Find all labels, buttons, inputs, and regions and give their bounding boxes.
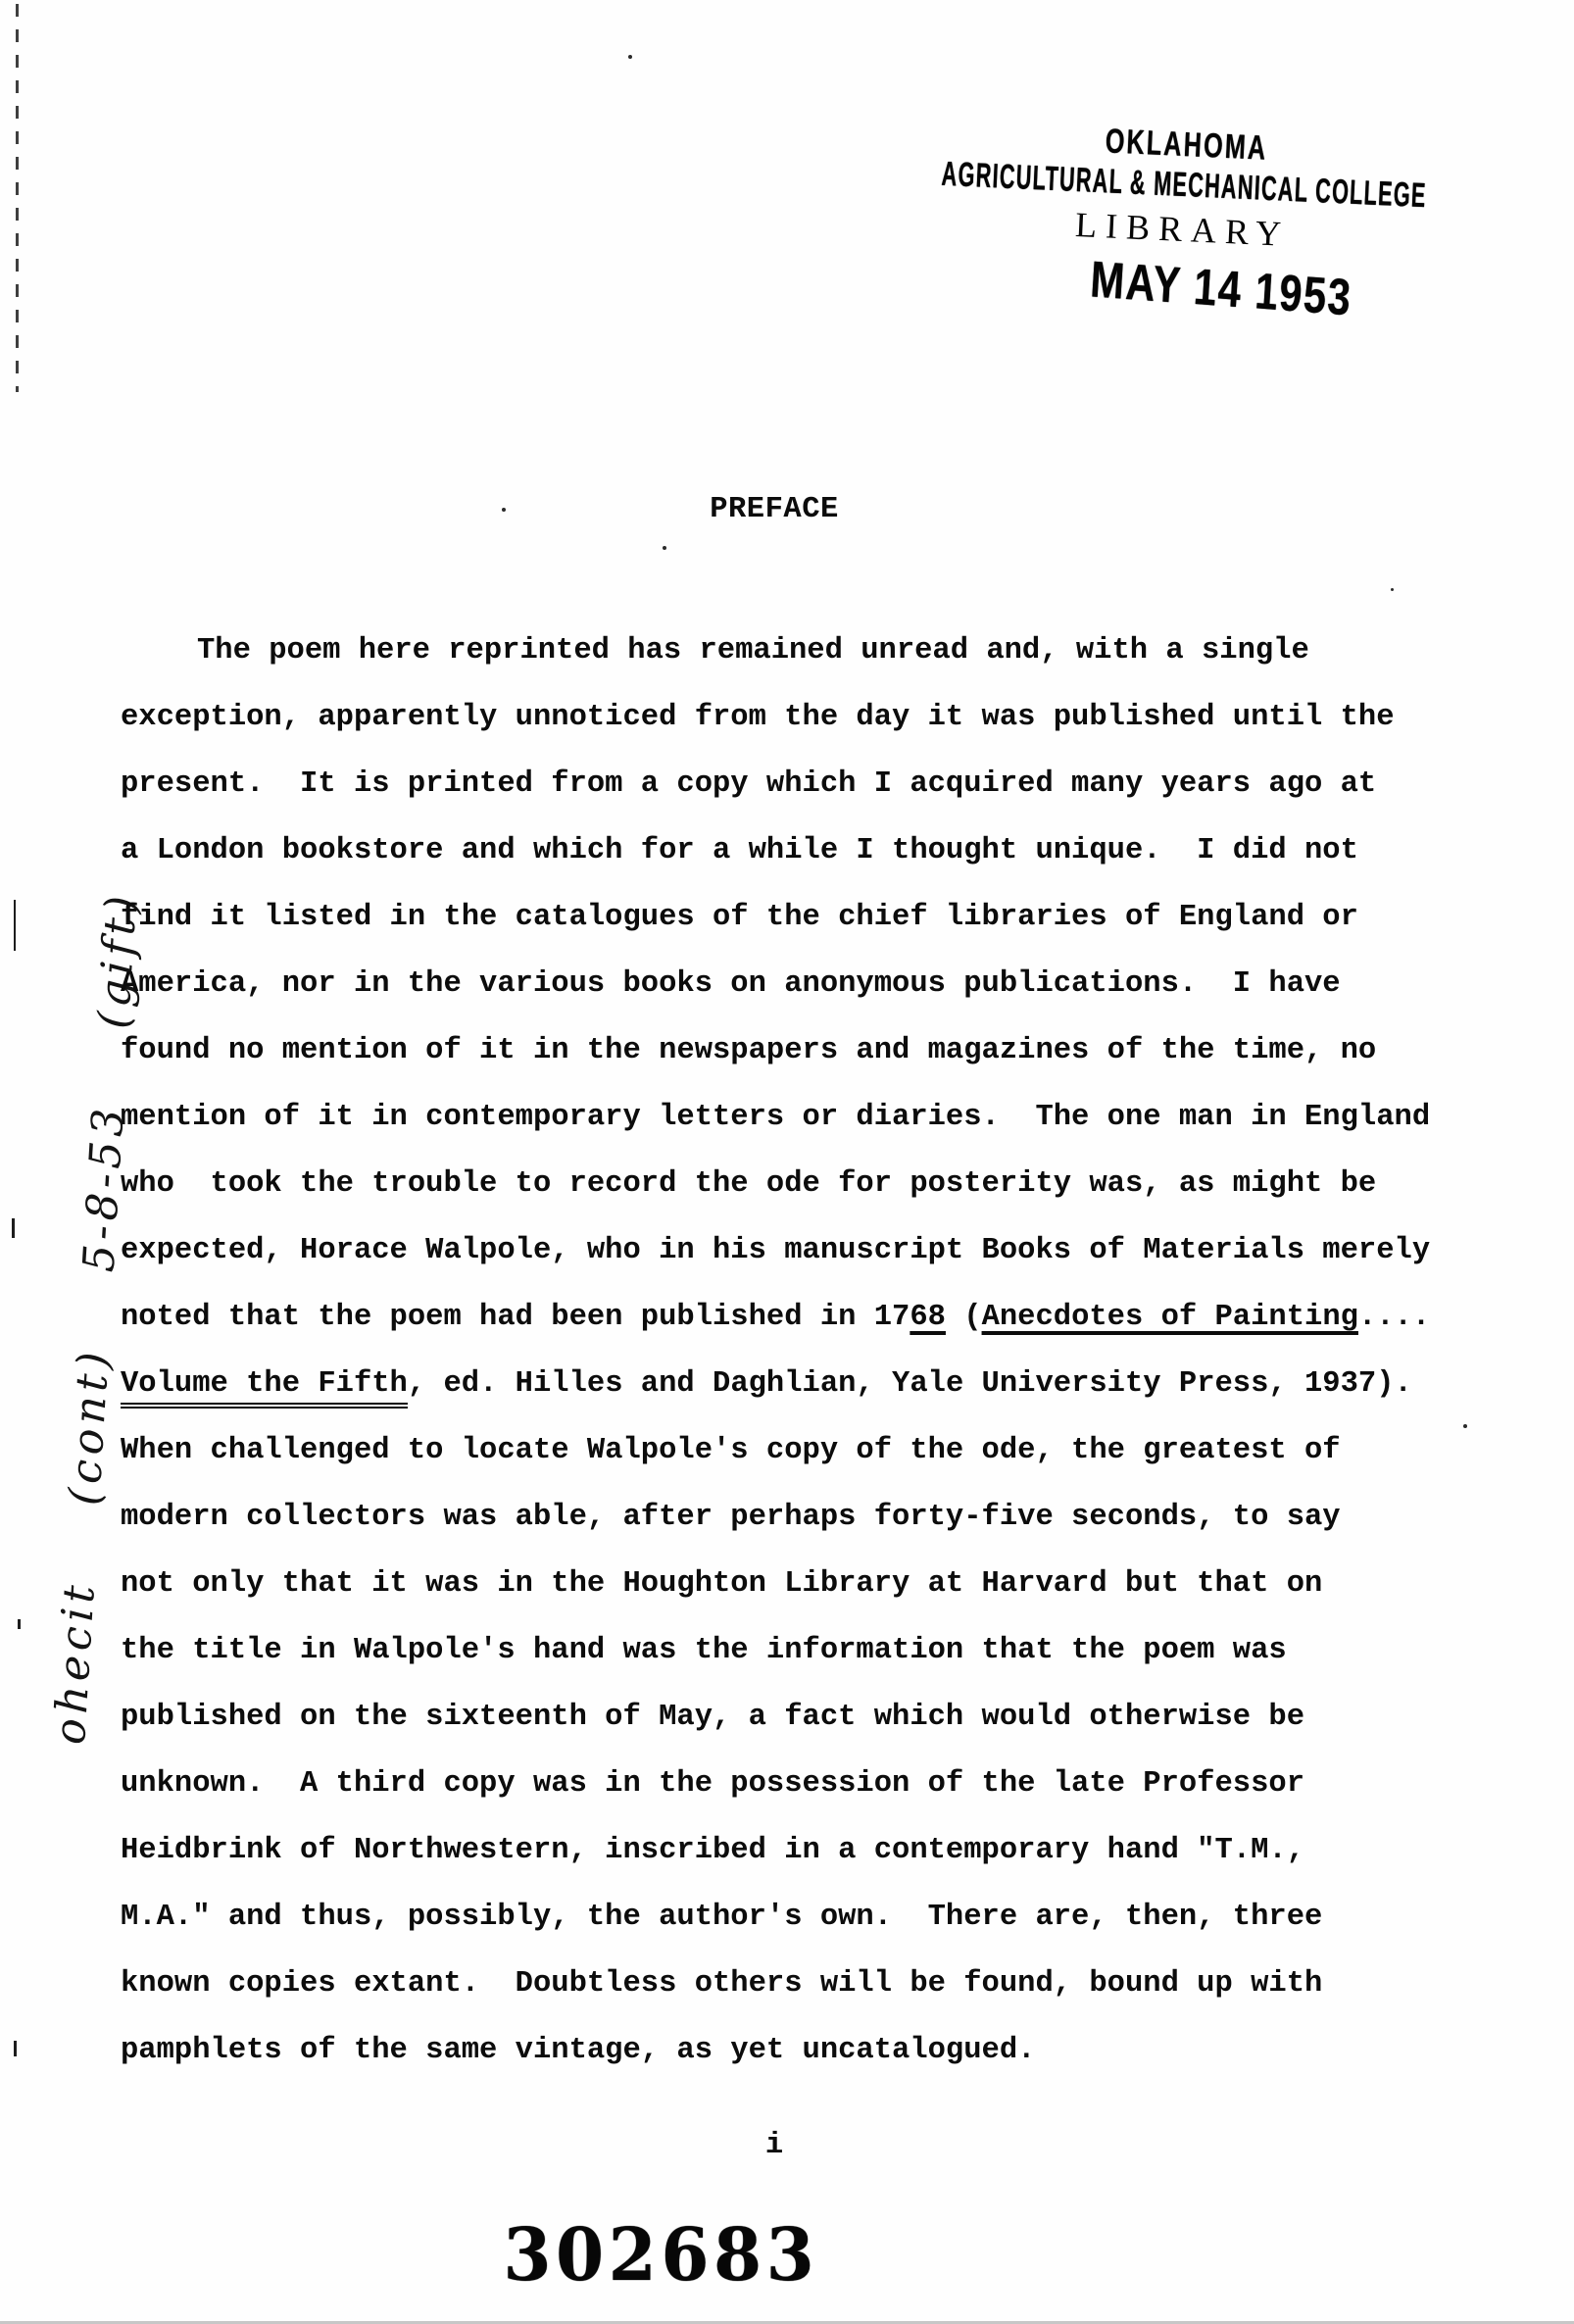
- body-line: noted that the poem had been published in 1768 (Anecdotes of Painting....: [121, 1301, 1431, 1334]
- body-line: find it listed in the catalogues of the chief libraries of England or: [121, 901, 1358, 934]
- scan-artifact: [1391, 588, 1394, 591]
- body-line: not only that it was in the Houghton Library at Harvard but that on: [121, 1567, 1323, 1601]
- body-text: [121, 618, 1493, 2084]
- body-line: found no mention of it in the newspapers and magazines of the time, no: [121, 1034, 1377, 1067]
- body-line: mention of it in contemporary letters or diaries. The one man in England: [121, 1101, 1431, 1134]
- body-line: America, nor in the various books on anonymous publications. I have: [121, 967, 1341, 1001]
- body-line: known copies extant. Doubtless others will be found, bound up with: [121, 1967, 1323, 2001]
- body-line: Volume the Fifth, ed. Hilles and Daghlian, Yale University Press, 1937).: [121, 1351, 1493, 1417]
- body-line: Heidbrink of Northwestern, inscribed in a contemporary hand "T.M.,: [121, 1834, 1304, 1867]
- body-line: When challenged to locate Walpole's copy of the ode, the greatest of: [121, 1434, 1341, 1467]
- page-number: i: [764, 2129, 784, 2162]
- scan-artifact: [663, 546, 666, 550]
- body-line: exception, apparently unnoticed from the day it was published until the: [121, 701, 1395, 734]
- scan-artifact: [14, 900, 16, 951]
- scan-artifact: [14, 2041, 17, 2056]
- stamp-line-oklahoma: OKLAHOMA: [1104, 122, 1269, 168]
- body-line: a London bookstore and which for a while I thought unique. I did not: [121, 834, 1358, 867]
- body-line: published on the sixteenth of May, a fact which would otherwise be: [121, 1701, 1304, 1734]
- margin-annotation: ohecit (cont) 5-8-53 (gift): [45, 889, 148, 1747]
- body-line: unknown. A third copy was in the possession of the late Professor: [121, 1767, 1304, 1801]
- body-line: the title in Walpole's hand was the information that the poem was: [121, 1634, 1287, 1667]
- body-line: The poem here reprinted has remained unread and, with a single: [197, 634, 1309, 668]
- page-title: PREFACE: [710, 493, 839, 526]
- body-line: modern collectors was able, after perhaps forty-five seconds, to say: [121, 1501, 1341, 1534]
- body-line: M.A." and thus, possibly, the author's own. There are, then, three: [121, 1901, 1323, 1934]
- body-line: who took the trouble to record the ode for posterity was, as might be: [121, 1167, 1377, 1201]
- date-received-stamp: MAY 14 1953: [1088, 251, 1354, 327]
- stamp-line-college: AGRICULTURAL & MECHANICAL COLLEGE: [941, 154, 1429, 216]
- torn-edge-marks: [16, 4, 19, 392]
- scan-artifact: [628, 55, 632, 59]
- body-line: expected, Horace Walpole, who in his manuscript Books of Materials merely: [121, 1234, 1431, 1267]
- stamp-line-library: LIBRARY: [1074, 205, 1291, 254]
- scan-artifact: [12, 1218, 15, 1238]
- body-line: present. It is printed from a copy which I acquired many years ago at: [121, 767, 1377, 801]
- accession-number-stamp: 302683: [503, 2213, 819, 2298]
- scan-artifact: [18, 1619, 21, 1629]
- body-line: pamphlets of the same vintage, as yet uncatalogued.: [121, 2034, 1036, 2067]
- library-stamp: [919, 114, 1447, 328]
